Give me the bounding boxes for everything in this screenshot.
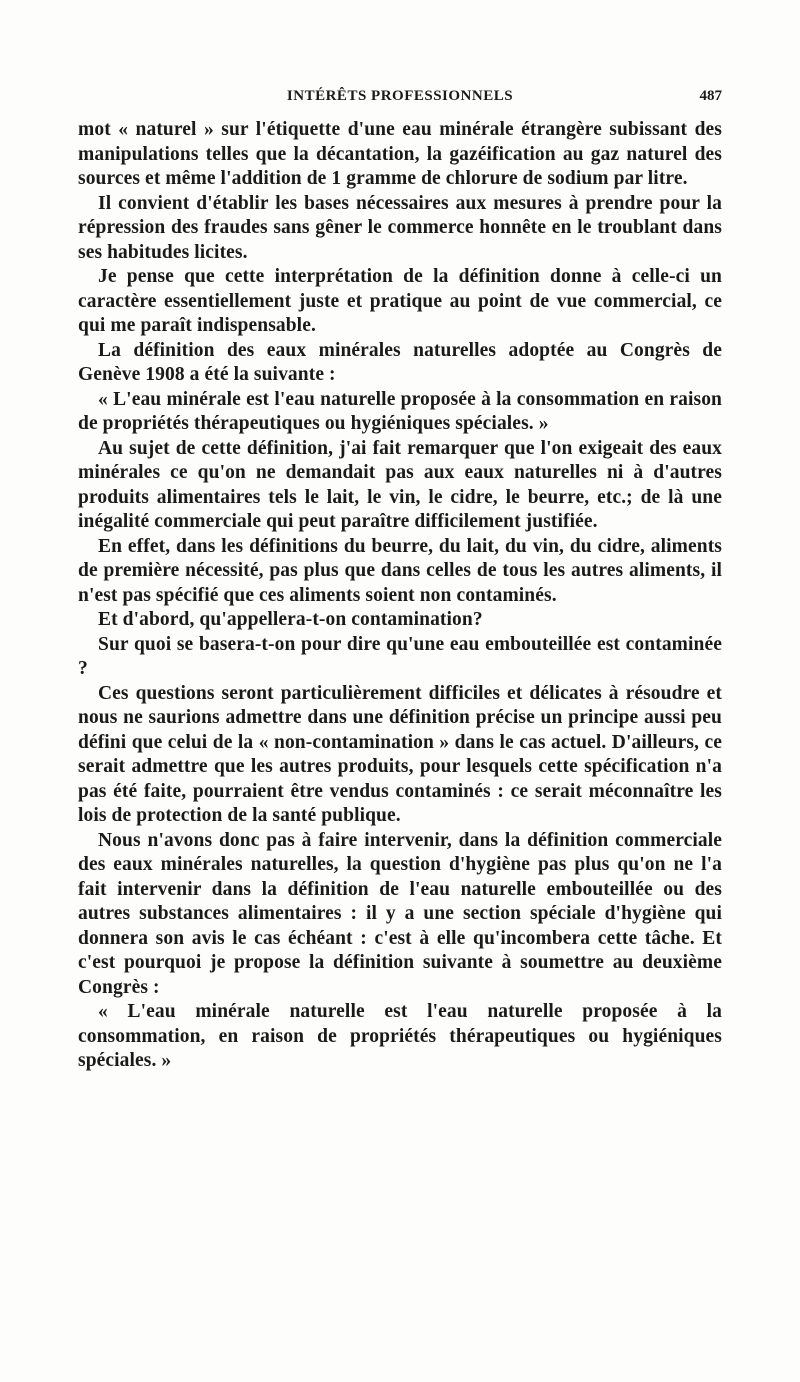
page-number: 487 (699, 88, 722, 104)
quoted-definition: « L'eau minérale est l'eau naturelle proposée à la consommation en raison de propriétés thérapeutiques ou hygiéniques spéciales. » (78, 388, 722, 434)
paragraph: Ces questions seront particulièrement difficiles et délicates à résoudre et nous ne saurions admettre dans une définition précise un principe aussi peu défini que celui de la « non-contamination » dans le cas actuel. D'ailleurs, ce serait admettre que les autres produits, pour lesquels cette spécification n'a pas été faite, pourraient être vendus contaminés : ce serait méconnaître les lois de protection de la santé publique. (78, 682, 722, 826)
paragraph: Il convient d'établir les bases nécessaires aux mesures à prendre pour la répression des fraudes sans gêner le commerce honnête en le troublant dans ses habitudes licites. (78, 192, 722, 263)
paragraph: En effet, dans les définitions du beurre, du lait, du vin, du cidre, aliments de première nécessité, pas plus que dans celles de tous les autres aliments, il n'est pas spécifié que ces aliments soient non contaminés. (78, 535, 722, 606)
paragraph: Je pense que cette interprétation de la définition donne à celle-ci un caractère essentiellement juste et pratique au point de vue commercial, ce qui me paraît indispensable. (78, 266, 722, 336)
running-title: INTÉRÊTS PROFESSIONNELS (286, 88, 514, 104)
paragraph: mot « naturel » sur l'étiquette d'une eau minérale étrangère subissant des manipulations telles que la décantation, la gazéification au gaz naturel des sources et même l'addition de 1 gramme de chlorure de sodium par litre. (78, 119, 722, 189)
paragraph: Sur quoi se basera-t-on pour dire qu'une eau embouteillée est contaminée ? (78, 633, 722, 679)
quoted-definition: « L'eau minérale naturelle est l'eau naturelle proposée à la consommation, en raison de propriétés thérapeutiques ou hygiéniques spéciales. » (78, 1001, 722, 1071)
paragraph: Au sujet de cette définition, j'ai fait remarquer que l'on exigeait des eaux minérales ce qu'on ne demandait pas aux eaux naturelles ni à d'autres produits alimentaires tels le lait, le vin, le cidre, le beurre, etc.; de là une inégalité commerciale qui peut paraître difficilement justifiée. (78, 437, 722, 532)
paragraph: La définition des eaux minérales naturelles adoptée au Congrès de Genève 1908 a été la suivante : (78, 339, 722, 385)
paragraph: Nous n'avons donc pas à faire intervenir, dans la définition commerciale des eaux minérales naturelles, la question d'hygiène pas plus qu'on ne l'a fait intervenir dans la définition de l'eau naturelle embouteillée ou des autres substances alimentaires : il y a une section spéciale d'hygiène qui donnera son avis le cas échéant : c'est à elle qu'incombera cette tâche. Et c'est pourquoi je propose la définition suivante à soumettre au deuxième Congrès : (78, 829, 722, 998)
body-text (78, 118, 722, 1074)
paragraph: Et d'abord, qu'appellera-t-on contamination? (98, 609, 483, 630)
running-header (78, 88, 722, 112)
